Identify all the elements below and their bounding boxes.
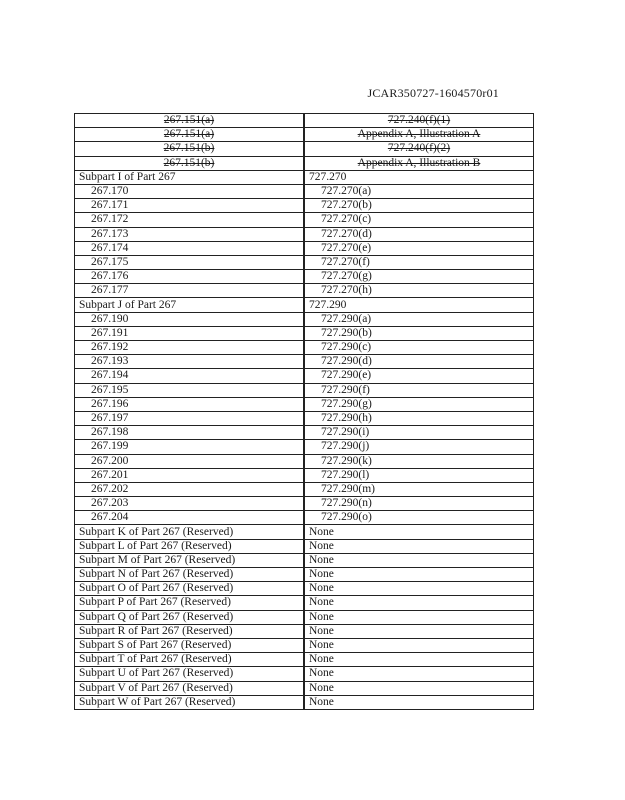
- part-267-section-cell: [75, 440, 305, 454]
- table-row: [75, 128, 534, 142]
- table-row: [75, 596, 534, 610]
- part-267-section-cell: [75, 568, 305, 582]
- part-727-section-text: None: [309, 653, 334, 666]
- part-267-section-cell: [75, 539, 305, 553]
- part-727-section-cell: [304, 284, 534, 298]
- part-727-section-cell: [304, 681, 534, 695]
- part-727-section-text: 727.240(f)(1): [387, 114, 451, 127]
- part-267-section-text: Subpart Q of Part 267 (Reserved): [79, 610, 234, 623]
- table-row: [75, 511, 534, 525]
- part-267-section-cell: [75, 270, 305, 284]
- part-267-section-text: Subpart O of Part 267 (Reserved): [79, 582, 234, 595]
- part-727-section-cell: [304, 426, 534, 440]
- part-267-section-cell: [75, 255, 305, 269]
- part-727-section-cell: [304, 227, 534, 241]
- table-row: [75, 440, 534, 454]
- part-727-section-cell: [304, 468, 534, 482]
- part-727-section-text: 727.240(f)(2): [387, 142, 451, 155]
- table-row: [75, 454, 534, 468]
- part-727-section-cell: [304, 653, 534, 667]
- part-727-section-cell: [304, 411, 534, 425]
- part-267-section-cell: [75, 511, 305, 525]
- part-727-section-text: None: [309, 582, 334, 595]
- part-727-section-text: None: [309, 667, 334, 680]
- part-267-section-cell: [75, 582, 305, 596]
- part-727-section-text: 727.290(j): [321, 440, 370, 453]
- part-727-section-cell: [304, 610, 534, 624]
- part-267-section-cell: [75, 199, 305, 213]
- cross-reference-table-body: [75, 114, 534, 710]
- part-727-section-text: None: [309, 596, 334, 609]
- part-267-section-text: Subpart J of Part 267: [79, 298, 177, 311]
- part-267-section-cell: [75, 468, 305, 482]
- part-727-section-cell: [304, 255, 534, 269]
- part-267-section-text: 267.204: [91, 511, 129, 524]
- part-727-section-text: 727.270(g): [321, 270, 372, 283]
- part-267-section-cell: [75, 184, 305, 198]
- part-727-section-text: 727.270(h): [321, 284, 372, 297]
- part-267-section-text: 267.203: [91, 497, 129, 510]
- part-727-section-cell: [304, 199, 534, 213]
- part-727-section-text: None: [309, 553, 334, 566]
- table-row: [75, 156, 534, 170]
- table-row: [75, 497, 534, 511]
- part-727-section-cell: [304, 695, 534, 709]
- part-727-section-text: 727.290(a): [321, 312, 372, 325]
- part-267-section-cell: [75, 284, 305, 298]
- part-267-section-cell: [75, 312, 305, 326]
- part-267-section-cell: [75, 170, 305, 184]
- part-727-section-text: 727.290(k): [321, 454, 372, 467]
- table-row: [75, 227, 534, 241]
- part-727-section-text: None: [309, 539, 334, 552]
- table-row: [75, 568, 534, 582]
- part-267-section-cell: [75, 667, 305, 681]
- table-row: [75, 426, 534, 440]
- part-267-section-text: 267.177: [91, 284, 129, 297]
- table-row: [75, 525, 534, 539]
- part-267-section-text: Subpart M of Part 267 (Reserved): [79, 553, 236, 566]
- part-727-section-text: Appendix A, Illustration B: [357, 156, 481, 169]
- part-267-section-cell: [75, 695, 305, 709]
- part-727-section-text: None: [309, 610, 334, 623]
- part-727-section-text: 727.290(n): [321, 497, 372, 510]
- part-727-section-text: 727.270(c): [321, 213, 372, 226]
- part-267-section-text: 267.171: [91, 199, 129, 212]
- part-267-section-text: 267.200: [91, 454, 129, 467]
- part-727-section-cell: [304, 369, 534, 383]
- document-id: JCAR350727-1604570r01: [367, 86, 499, 100]
- part-727-section-text: 727.270(d): [321, 227, 372, 240]
- part-267-section-cell: [75, 525, 305, 539]
- part-727-section-cell: [304, 667, 534, 681]
- table-row: [75, 184, 534, 198]
- table-row: [75, 667, 534, 681]
- part-727-section-cell: [304, 170, 534, 184]
- part-267-section-cell: [75, 213, 305, 227]
- part-267-section-text: Subpart S of Part 267 (Reserved): [79, 639, 232, 652]
- part-267-section-text: 267.151(a): [163, 128, 215, 141]
- part-727-section-text: 727.290(o): [321, 511, 372, 524]
- part-727-section-text: 727.290: [309, 298, 347, 311]
- table-row: [75, 539, 534, 553]
- part-727-section-cell: [304, 383, 534, 397]
- part-727-section-text: None: [309, 624, 334, 637]
- part-267-section-cell: [75, 624, 305, 638]
- part-727-section-text: 727.270(b): [321, 199, 372, 212]
- table-row: [75, 553, 534, 567]
- part-267-section-text: Subpart V of Part 267 (Reserved): [79, 681, 233, 694]
- part-727-section-cell: [304, 213, 534, 227]
- table-row: [75, 411, 534, 425]
- part-267-section-text: 267.198: [91, 426, 129, 439]
- part-267-section-cell: [75, 454, 305, 468]
- part-727-section-cell: [304, 341, 534, 355]
- part-727-section-cell: [304, 270, 534, 284]
- part-727-section-text: None: [309, 639, 334, 652]
- part-727-section-text: 727.290(i): [321, 426, 370, 439]
- part-267-section-cell: [75, 369, 305, 383]
- table-row: [75, 142, 534, 156]
- table-row: [75, 610, 534, 624]
- part-727-section-cell: [304, 638, 534, 652]
- part-727-section-text: None: [309, 681, 334, 694]
- table-row: [75, 114, 534, 128]
- part-727-section-cell: [304, 312, 534, 326]
- part-727-section-cell: [304, 397, 534, 411]
- part-267-section-text: 267.197: [91, 412, 129, 425]
- part-267-section-text: 267.174: [91, 241, 129, 254]
- part-267-section-cell: [75, 397, 305, 411]
- part-267-section-text: 267.170: [91, 185, 129, 198]
- table-row: [75, 270, 534, 284]
- part-727-section-text: 727.290(l): [321, 468, 370, 481]
- table-row: [75, 312, 534, 326]
- part-727-section-text: 727.290(h): [321, 412, 372, 425]
- part-727-section-cell: [304, 482, 534, 496]
- table-row: [75, 695, 534, 709]
- table-row: [75, 582, 534, 596]
- part-727-section-text: 727.290(e): [321, 369, 372, 382]
- part-267-section-text: 267.196: [91, 397, 129, 410]
- part-267-section-text: 267.201: [91, 468, 129, 481]
- part-267-section-cell: [75, 497, 305, 511]
- table-row: [75, 397, 534, 411]
- part-727-section-cell: [304, 241, 534, 255]
- table-row: [75, 468, 534, 482]
- part-267-section-cell: [75, 241, 305, 255]
- table-row: [75, 255, 534, 269]
- part-267-section-text: 267.151(a): [163, 114, 215, 127]
- part-727-section-text: 727.290(d): [321, 355, 372, 368]
- part-267-section-cell: [75, 596, 305, 610]
- part-267-section-text: 267.176: [91, 270, 129, 283]
- part-267-section-cell: [75, 383, 305, 397]
- part-267-section-cell: [75, 156, 305, 170]
- part-727-section-cell: [304, 511, 534, 525]
- part-267-section-text: Subpart P of Part 267 (Reserved): [79, 596, 231, 609]
- part-267-section-cell: [75, 128, 305, 142]
- part-267-section-text: 267.151(b): [163, 156, 215, 169]
- part-267-section-text: Subpart K of Part 267 (Reserved): [79, 525, 234, 538]
- part-267-section-text: 267.175: [91, 255, 129, 268]
- part-267-section-text: Subpart N of Part 267 (Reserved): [79, 568, 234, 581]
- table-row: [75, 369, 534, 383]
- table-row: [75, 653, 534, 667]
- part-267-section-cell: [75, 341, 305, 355]
- table-row: [75, 341, 534, 355]
- part-727-section-cell: [304, 582, 534, 596]
- part-267-section-cell: [75, 227, 305, 241]
- part-727-section-cell: [304, 525, 534, 539]
- part-727-section-text: 727.290(b): [321, 326, 372, 339]
- part-267-section-text: 267.194: [91, 369, 129, 382]
- part-267-section-text: Subpart R of Part 267 (Reserved): [79, 624, 233, 637]
- part-267-section-cell: [75, 142, 305, 156]
- part-727-section-text: 727.270(a): [321, 185, 372, 198]
- part-267-section-cell: [75, 638, 305, 652]
- part-727-section-cell: [304, 539, 534, 553]
- part-727-section-text: 727.290(m): [321, 482, 375, 495]
- part-727-section-text: None: [309, 695, 334, 708]
- part-267-section-cell: [75, 482, 305, 496]
- table-row: [75, 681, 534, 695]
- part-267-section-text: Subpart I of Part 267: [79, 170, 176, 183]
- part-267-section-text: 267.173: [91, 227, 129, 240]
- table-row: [75, 326, 534, 340]
- part-727-section-text: Appendix A, Illustration A: [357, 128, 481, 141]
- part-267-section-cell: [75, 610, 305, 624]
- part-267-section-text: Subpart L of Part 267 (Reserved): [79, 539, 232, 552]
- part-267-section-text: Subpart U of Part 267 (Reserved): [79, 667, 234, 680]
- part-727-section-text: 727.270(e): [321, 241, 372, 254]
- part-727-section-cell: [304, 298, 534, 312]
- part-727-section-cell: [304, 156, 534, 170]
- part-727-section-cell: [304, 355, 534, 369]
- part-267-section-text: 267.151(b): [163, 142, 215, 155]
- table-row: [75, 213, 534, 227]
- part-727-section-cell: [304, 114, 534, 128]
- part-267-section-text: 267.192: [91, 341, 129, 354]
- part-727-section-text: 727.270: [309, 170, 347, 183]
- part-267-section-cell: [75, 553, 305, 567]
- part-267-section-cell: [75, 653, 305, 667]
- part-267-section-cell: [75, 298, 305, 312]
- part-727-section-text: None: [309, 568, 334, 581]
- part-727-section-cell: [304, 497, 534, 511]
- part-267-section-cell: [75, 326, 305, 340]
- table-row: [75, 355, 534, 369]
- table-row: [75, 170, 534, 184]
- table-row: [75, 482, 534, 496]
- part-267-section-cell: [75, 426, 305, 440]
- part-727-section-cell: [304, 142, 534, 156]
- part-727-section-cell: [304, 596, 534, 610]
- table-row: [75, 638, 534, 652]
- table-row: [75, 624, 534, 638]
- table-row: [75, 298, 534, 312]
- table-row: [75, 199, 534, 213]
- table-row: [75, 241, 534, 255]
- cross-reference-table: [74, 113, 534, 710]
- part-267-section-cell: [75, 355, 305, 369]
- part-727-section-text: 727.290(c): [321, 341, 372, 354]
- table-row: [75, 383, 534, 397]
- part-267-section-text: 267.191: [91, 326, 129, 339]
- part-267-section-text: 267.190: [91, 312, 129, 325]
- part-267-section-cell: [75, 411, 305, 425]
- part-727-section-cell: [304, 128, 534, 142]
- part-727-section-text: None: [309, 525, 334, 538]
- part-267-section-text: 267.199: [91, 440, 129, 453]
- part-267-section-text: 267.195: [91, 383, 129, 396]
- table-row: [75, 284, 534, 298]
- part-727-section-cell: [304, 454, 534, 468]
- part-727-section-text: 727.290(g): [321, 397, 372, 410]
- part-727-section-cell: [304, 624, 534, 638]
- part-727-section-cell: [304, 553, 534, 567]
- part-727-section-text: 727.270(f): [321, 255, 370, 268]
- part-727-section-text: 727.290(f): [321, 383, 370, 396]
- part-267-section-text: Subpart W of Part 267 (Reserved): [79, 695, 236, 708]
- part-267-section-text: Subpart T of Part 267 (Reserved): [79, 653, 232, 666]
- part-727-section-cell: [304, 440, 534, 454]
- part-267-section-text: 267.202: [91, 482, 129, 495]
- part-727-section-cell: [304, 326, 534, 340]
- part-267-section-cell: [75, 681, 305, 695]
- part-727-section-cell: [304, 568, 534, 582]
- part-267-section-cell: [75, 114, 305, 128]
- part-267-section-text: 267.193: [91, 355, 129, 368]
- part-727-section-cell: [304, 184, 534, 198]
- part-267-section-text: 267.172: [91, 213, 129, 226]
